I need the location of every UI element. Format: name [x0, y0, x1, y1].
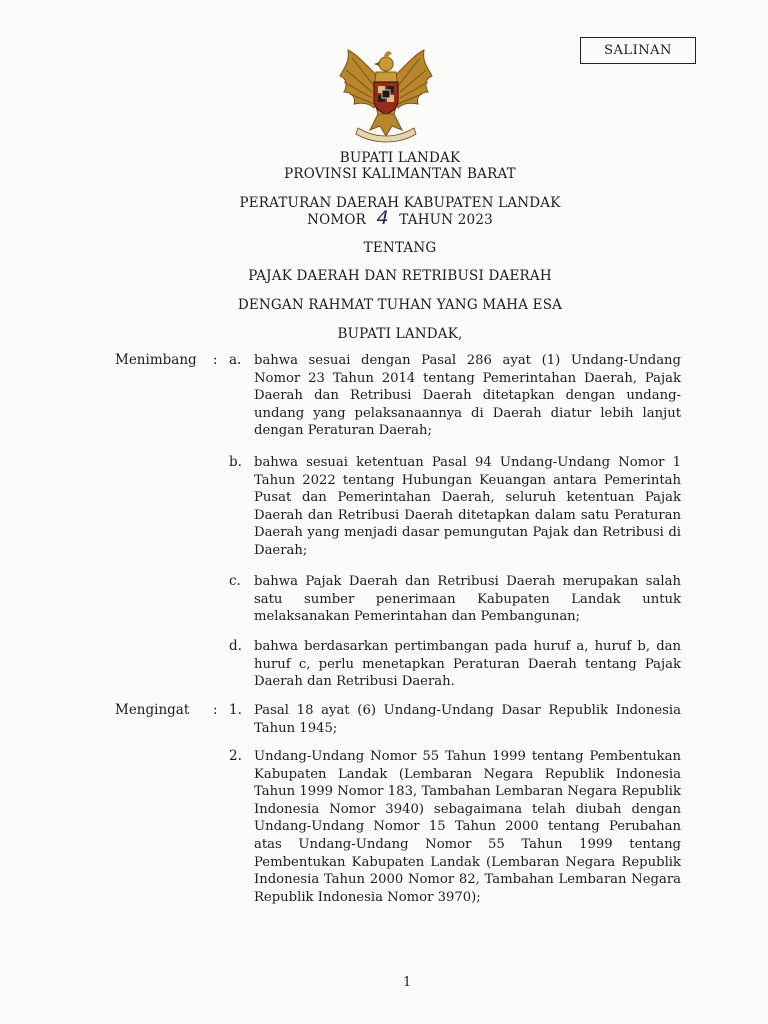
menimbang-marker-c: c. [229, 573, 241, 589]
regulation-year: TAHUN 2023 [399, 212, 493, 228]
menimbang-label: Menimbang [115, 352, 197, 368]
menimbang-colon: : [213, 352, 218, 368]
menimbang-marker-a: a. [229, 352, 242, 368]
mengingat-label: Mengingat [115, 702, 190, 718]
regulation-number [160, 207, 640, 229]
salinan-stamp: SALINAN [580, 37, 696, 64]
blessing-line: DENGAN RAHMAT TUHAN YANG MAHA ESA [237, 297, 563, 313]
nomor-label: NOMOR [307, 212, 366, 228]
regulation-title: PERATURAN DAERAH KABUPATEN LANDAK [239, 195, 561, 211]
mengingat-item-1: Pasal 18 ayat (6) Undang-Undang Dasar Republik Indonesia Tahun 1945; [254, 703, 681, 736]
menimbang-item-b: bahwa sesuai ketentuan Pasal 94 Undang-Undang Nomor 1 Tahun 2022 tentang Hubungan Keuangan antara Pemerintah Pusat dan Pemerintahan Daerah, seluruh ketentuan Pajak Daerah dan Retribusi Daerah ditetapkan dalam satu Peraturan Daerah yang menjadi dasar pemungutan Pajak dan Retribusi di Daerah; [254, 455, 681, 558]
mengingat-colon: : [213, 702, 218, 718]
menimbang-item-d: bahwa berdasarkan pertimbangan pada huruf a, huruf b, dan huruf c, perlu menetapkan Peraturan Daerah tentang Pajak Daerah dan Retribusi Daerah. [254, 639, 681, 690]
page-number: 1 [403, 975, 412, 990]
menimbang-marker-d: d. [229, 638, 242, 654]
menimbang-item-a: bahwa sesuai dengan Pasal 286 ayat (1) Undang-Undang Nomor 23 Tahun 2014 tentang Pemerintahan Daerah, Pajak Daerah dan Retribusi Daerah ditetapkan dengan undang-undang yang pelaksanaannya di Daerah diatur lebih lanjut dengan Peraturan Daerah; [254, 353, 681, 439]
regulation-subject: PAJAK DAERAH DAN RETRIBUSI DAERAH [248, 268, 552, 284]
mengingat-marker-1: 1. [229, 702, 242, 718]
menimbang-marker-b: b. [229, 454, 242, 470]
authority-line: BUPATI LANDAK, [337, 326, 463, 342]
menimbang-item-c: bahwa Pajak Daerah dan Retribusi Daerah merupakan salah satu sumber penerimaan Kabupaten Landak untuk melaksanakan Pemerintahan dan Pembangunan; [254, 574, 681, 625]
mengingat-item-2: Undang-Undang Nomor 55 Tahun 1999 tentang Pembentukan Kabupaten Landak (Lembaran Negara Republik Indonesia Tahun 1999 Nomor 183, Tambahan Lembaran Negara Republik Indonesia Nomor 3940) sebagaimana telah diubah dengan Undang-Undang Nomor 15 Tahun 2000 tentang Perubahan atas Undang-Undang Nomor 55 Tahun 1999 tentang Pembentukan Kabupaten Landak (Lembaran Negara Republik Indonesia Tahun 2000 Nomor 82, Tambahan Lembaran Negara Republik Indonesia Nomor 3970); [254, 749, 681, 905]
tentang-heading: TENTANG [363, 240, 437, 256]
header-title-bupati: BUPATI LANDAK [339, 150, 461, 166]
header-title-province: PROVINSI KALIMANTAN BARAT [284, 166, 516, 182]
mengingat-marker-2: 2. [229, 748, 242, 764]
nomor-value: 4 [376, 207, 389, 229]
garuda-emblem-icon [334, 42, 438, 146]
